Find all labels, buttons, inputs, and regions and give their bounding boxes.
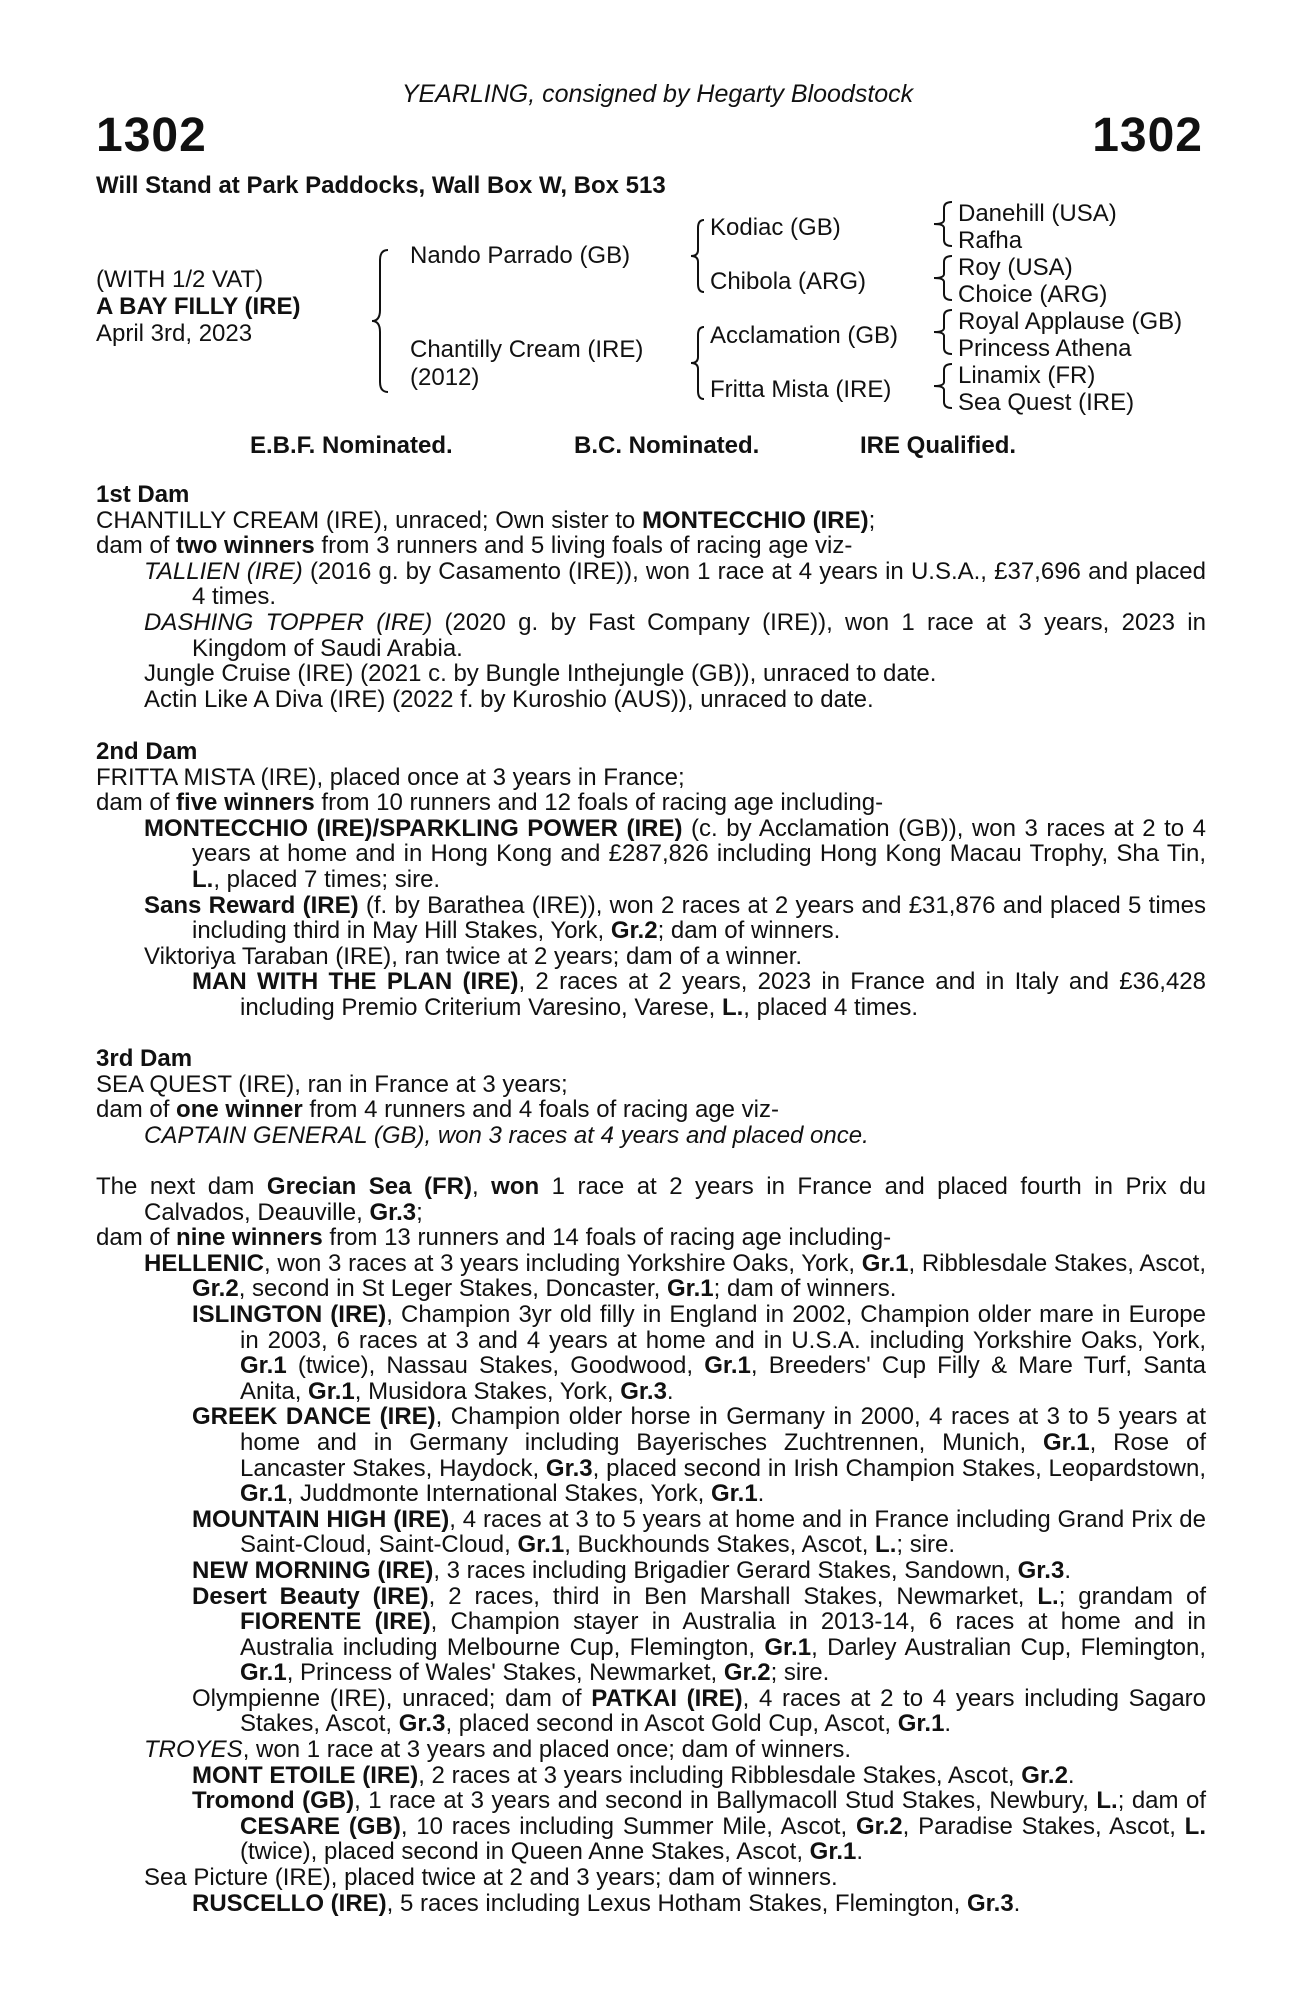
text: two winners xyxy=(176,532,315,560)
ped-dss: Royal Applause (GB) xyxy=(958,308,1183,335)
text: MAN WITH THE PLAN (IRE) xyxy=(192,968,519,996)
text: . xyxy=(1013,1889,1021,1917)
produce-entry: Viktoriya Taraban (IRE), ran twice at 2 years; dam of a winner. xyxy=(144,942,803,970)
ped-ddd: Sea Quest (IRE) xyxy=(958,389,1135,416)
text: (2020 g. by Fast Company (IRE)), won 1 race at 3 years, 2023 in Kingdom of Saudi Arabia. xyxy=(192,608,1206,662)
text: Olympienne (IRE), unraced; dam of xyxy=(192,1684,592,1712)
ped-dds: Linamix (FR) xyxy=(958,362,1096,389)
text: Gr.3 xyxy=(966,1889,1014,1917)
produce-entry xyxy=(96,1763,1206,1789)
pedigree-brace-dam xyxy=(688,325,706,401)
text: Gr.1 xyxy=(764,1633,812,1661)
ped-sss: Danehill (USA) xyxy=(958,200,1117,227)
text: , xyxy=(471,1173,492,1200)
text: , 5 races including Lexus Hotham Stakes, Flemington, xyxy=(386,1889,967,1917)
text: TALLIEN (IRE) xyxy=(144,557,303,585)
ped-sdd: Choice (ARG) xyxy=(958,281,1108,308)
second-dam-produce-summary xyxy=(96,790,1206,816)
text: Gr.3 xyxy=(620,1377,667,1405)
produce-entry: Actin Like A Diva (IRE) (2022 f. by Kuroshio (AUS)), unraced to date. xyxy=(144,685,874,713)
text: (c. by Acclamation (GB)), won 3 races at 2 to 4 years at home and in Hong Kong and £287,826 including Hong Kong Macau Trophy, Sha Tin, xyxy=(192,814,1206,868)
text: The next dam xyxy=(96,1173,267,1200)
text: TROYES xyxy=(144,1736,243,1764)
text: , 1 race at 3 years and second in Ballymacoll Stud Stakes, Newbury, xyxy=(354,1787,1097,1815)
text: MONT ETOILE (IRE) xyxy=(192,1761,419,1789)
text: nine winners xyxy=(176,1224,323,1252)
text: , Ribblesdale Stakes, Ascot, xyxy=(908,1249,1207,1277)
first-dam-line xyxy=(96,508,1206,534)
text: , Champion stayer in Australia in 2013-14, 6 races at home and in Australia including Melbourne Cup, Flemington, xyxy=(240,1608,1207,1661)
text: , won 1 race at 3 years and placed once; dam of winners. xyxy=(242,1736,852,1764)
text: ISLINGTON (IRE) xyxy=(192,1300,387,1328)
text: Gr.1 xyxy=(517,1531,565,1559)
ebf-nominated: E.B.F. Nominated. xyxy=(250,432,453,459)
text: , 2 races at 3 years including Ribblesdale Stakes, Ascot, xyxy=(418,1761,1022,1789)
produce-entry: Jungle Cruise (IRE) (2021 c. by Bungle Inthejungle (GB)), unraced to date. xyxy=(144,660,937,688)
produce-entry: Sea Picture (IRE), placed twice at 2 and 3 years; dam of winners. xyxy=(144,1864,838,1892)
first-dam-heading: 1st Dam xyxy=(96,481,190,508)
text: Gr.3 xyxy=(398,1710,446,1738)
sire-name: Nando Parrado (GB) xyxy=(410,242,631,269)
ped-dsd: Princess Athena xyxy=(958,335,1132,362)
produce-entry xyxy=(96,1251,1206,1302)
produce-entry xyxy=(96,1737,1206,1763)
text: Gr.1 xyxy=(861,1249,909,1277)
text: , Rose of Lancaster Stakes, Haydock, xyxy=(240,1428,1206,1482)
text: ; dam of winners. xyxy=(657,917,841,945)
text: from 10 runners and 12 foals of racing age including- xyxy=(314,789,884,817)
text: L. xyxy=(721,993,744,1021)
text: (2016 g. by Casamento (IRE)), won 1 race at 4 years in U.S.A., £37,696 and placed 4 times. xyxy=(192,557,1207,611)
dam-name: Chantilly Cream (IRE) xyxy=(410,336,644,363)
third-dam-section xyxy=(96,1046,1206,1148)
text: RUSCELLO (IRE) xyxy=(192,1889,387,1917)
text: won xyxy=(491,1173,540,1200)
text: L. xyxy=(1037,1582,1059,1610)
ire-qualified: IRE Qualified. xyxy=(860,432,1017,459)
text: CESARE (GB) xyxy=(240,1812,401,1840)
text: ; sire. xyxy=(770,1659,830,1687)
text: from 13 runners and 14 foals of racing age including- xyxy=(322,1224,892,1252)
text: ; grandam of xyxy=(1058,1582,1206,1610)
text: , 10 races including Summer Mile, Ascot, xyxy=(400,1812,856,1840)
text: HELLENIC xyxy=(144,1249,264,1277)
text: . xyxy=(856,1838,864,1866)
produce-entry xyxy=(96,559,1206,610)
text: Gr.2 xyxy=(192,1275,239,1303)
produce-entry xyxy=(96,1686,1206,1737)
text: . xyxy=(944,1710,952,1738)
text: , won 3 races at 3 years including Yorkshire Oaks, York, xyxy=(264,1249,862,1277)
produce-entry xyxy=(96,1788,1206,1865)
ped-sds: Roy (USA) xyxy=(958,254,1073,281)
consignor-line: YEARLING, consigned by Hegarty Bloodstock xyxy=(401,80,914,108)
text: Gr.1 xyxy=(666,1275,714,1303)
text: ; sire. xyxy=(896,1531,956,1559)
next-dam-produce-summary xyxy=(96,1225,1206,1251)
text: L. xyxy=(1184,1812,1206,1840)
text: , second in St Leger Stakes, Doncaster, xyxy=(238,1275,667,1303)
text: dam of xyxy=(96,1224,177,1252)
lot-number-right: 1302 xyxy=(1092,109,1203,162)
text: dam of xyxy=(96,789,177,817)
text: MOUNTAIN HIGH (IRE) xyxy=(192,1505,450,1533)
text: . xyxy=(666,1377,674,1405)
text: , Musidora Stakes, York, xyxy=(354,1377,621,1405)
text: , placed 4 times. xyxy=(743,993,919,1021)
text: Gr.1 xyxy=(897,1710,945,1738)
text: . xyxy=(1067,1761,1075,1789)
text: L. xyxy=(1096,1787,1118,1815)
text: (f. by Barathea (IRE)), won 2 races at 2 years and £31,876 and placed 5 times including third in May Hill Stakes, York, xyxy=(192,891,1206,945)
text: NEW MORNING (IRE) xyxy=(192,1556,434,1584)
text: ; xyxy=(416,1198,423,1226)
text: one winner xyxy=(176,1096,303,1124)
text: Gr.3 xyxy=(369,1198,417,1226)
dam-sire: Acclamation (GB) xyxy=(710,322,899,349)
next-dam-section xyxy=(96,1174,1206,1916)
text: Gr.1 xyxy=(308,1377,355,1405)
text: Sans Reward (IRE) xyxy=(144,891,359,919)
text: ; dam of winners. xyxy=(713,1275,897,1303)
text: , 3 races including Brigadier Gerard Stakes, Sandown, xyxy=(433,1556,1018,1584)
text: , placed second in Ascot Gold Cup, Ascot, xyxy=(445,1710,898,1738)
text: . xyxy=(757,1480,765,1508)
text: (twice), placed second in Queen Anne Stakes, Ascot, xyxy=(240,1838,810,1866)
text: , Princess of Wales' Stakes, Newmarket, xyxy=(286,1659,724,1687)
text: Gr.1 xyxy=(240,1659,287,1687)
pedigree-brace-gen3-3 xyxy=(930,308,954,356)
text: GREEK DANCE (IRE) xyxy=(192,1403,436,1431)
sire-dam: Chibola (ARG) xyxy=(710,268,867,295)
text: MONTECCHIO (IRE)/SPARKLING POWER (IRE) xyxy=(144,814,683,842)
text: ; xyxy=(868,506,876,534)
text: , Champion 3yr old filly in England in 2002, Champion older mare in Europe in 2003, 6 races at 3 and 4 years at home and in U.S.A. including Yorkshire Oaks, York, xyxy=(240,1300,1206,1354)
second-dam-heading: 2nd Dam xyxy=(96,738,198,765)
produce-entry xyxy=(96,1584,1206,1686)
produce-entry xyxy=(96,816,1206,893)
text: 1 race at 2 years in France and placed fourth in Prix du Calvados, Deauville, xyxy=(144,1173,1206,1226)
pedigree-brace-gen3-1 xyxy=(930,200,954,248)
produce-entry xyxy=(96,893,1206,944)
text: , Darley Australian Cup, Flemington, xyxy=(811,1633,1206,1661)
first-dam-produce-summary xyxy=(96,533,1206,559)
text: Desert Beauty (IRE) xyxy=(192,1582,429,1610)
pedigree-brace-main xyxy=(368,248,390,394)
text: five winners xyxy=(176,789,315,817)
second-dam-section xyxy=(96,739,1206,1021)
text: (twice), Nassau Stakes, Goodwood, xyxy=(286,1352,705,1380)
text: from 4 runners and 4 foals of racing age viz- xyxy=(302,1096,779,1124)
produce-entry: CAPTAIN GENERAL (GB), won 3 races at 4 years and placed once. xyxy=(144,1121,869,1149)
text: , placed 7 times; sire. xyxy=(213,865,441,893)
text: , Champion older horse in Germany in 2000, 4 races at 3 to 5 years at home and in Germany including Bayerisches Zuchtrennen, Munich, xyxy=(240,1403,1207,1456)
pedigree-brace-gen3-4 xyxy=(930,362,954,410)
bc-nominated: B.C. Nominated. xyxy=(574,432,760,459)
vat-note: (WITH 1/2 VAT) xyxy=(96,266,264,293)
text: DASHING TOPPER (IRE) xyxy=(144,608,433,636)
text: , Paradise Stakes, Ascot, xyxy=(902,1812,1185,1840)
text: PATKAI (IRE) xyxy=(591,1684,743,1712)
text: Gr.1 xyxy=(1042,1428,1090,1456)
text: dam of xyxy=(96,1096,177,1124)
sire-sire: Kodiac (GB) xyxy=(710,214,841,241)
horse-dob: April 3rd, 2023 xyxy=(96,320,253,347)
text: Gr.3 xyxy=(545,1454,593,1482)
text: Gr.1 xyxy=(240,1352,287,1380)
next-dam-line xyxy=(96,1174,1206,1225)
text: Gr.3 xyxy=(1017,1556,1065,1584)
produce-entry xyxy=(96,1302,1206,1404)
produce-entry xyxy=(96,1891,1206,1917)
text: L. xyxy=(192,865,214,893)
stabling-location: Will Stand at Park Paddocks, Wall Box W, Box 513 xyxy=(96,172,666,199)
text: L. xyxy=(875,1531,897,1559)
produce-entry xyxy=(96,1507,1206,1558)
ped-ssd: Rafha xyxy=(958,227,1023,254)
produce-entry xyxy=(96,610,1206,661)
produce-entry xyxy=(96,1558,1206,1584)
text: , 4 races at 2 to 4 years including Sagaro Stakes, Ascot, xyxy=(240,1684,1207,1738)
second-dam-line: FRITTA MISTA (IRE), placed once at 3 years in France; xyxy=(96,763,685,791)
first-dam-section xyxy=(96,482,1206,712)
text: Gr.1 xyxy=(704,1352,751,1380)
text: CHANTILLY CREAM (IRE), unraced; Own sister to xyxy=(96,506,642,534)
text: from 3 runners and 5 living foals of racing age viz- xyxy=(314,532,853,560)
pedigree-brace-gen3-2 xyxy=(930,254,954,302)
text: , 2 races at 2 years, 2023 in France and in Italy and £36,428 including Premio Criterium Varesino, Varese, xyxy=(240,968,1206,1021)
text: , Breeders' Cup Filly & Mare Turf, Santa Anita, xyxy=(240,1352,1206,1405)
text: , 4 races at 3 to 5 years at home and in France including Grand Prix de Saint-Cloud, Saint-Cloud, xyxy=(240,1505,1206,1559)
third-dam-line: SEA QUEST (IRE), ran in France at 3 years; xyxy=(96,1070,568,1098)
dam-year: (2012) xyxy=(410,364,480,391)
text: dam of xyxy=(96,532,177,560)
text: Gr.2 xyxy=(723,1659,771,1687)
text: , Juddmonte International Stakes, York, xyxy=(286,1480,711,1508)
pedigree-brace-sire xyxy=(688,218,706,294)
lot-number-left: 1302 xyxy=(96,109,207,162)
dam-dam: Fritta Mista (IRE) xyxy=(710,376,892,403)
text: MONTECCHIO (IRE) xyxy=(641,506,869,534)
produce-entry xyxy=(96,1404,1206,1506)
horse-name: A BAY FILLY (IRE) xyxy=(96,293,301,320)
third-dam-produce-summary xyxy=(96,1097,1206,1123)
text: Gr.2 xyxy=(855,1812,903,1840)
text: . xyxy=(1064,1556,1071,1584)
text: Gr.1 xyxy=(240,1480,287,1508)
text: Gr.1 xyxy=(809,1838,857,1866)
text: Tromond (GB) xyxy=(192,1787,355,1815)
third-dam-heading: 3rd Dam xyxy=(96,1045,193,1072)
text: Gr.2 xyxy=(610,917,658,945)
produce-entry xyxy=(96,969,1206,1020)
text: , 2 races, third in Ben Marshall Stakes, Newmarket, xyxy=(428,1582,1038,1610)
text: FIORENTE (IRE) xyxy=(240,1608,431,1636)
text: Gr.2 xyxy=(1021,1761,1068,1789)
text: , placed second in Irish Champion Stakes, Leopardstown, xyxy=(592,1454,1206,1482)
text: Gr.1 xyxy=(710,1480,758,1508)
text: ; dam of xyxy=(1117,1787,1206,1815)
text: Grecian Sea (FR) xyxy=(266,1173,472,1200)
text: , Buckhounds Stakes, Ascot, xyxy=(564,1531,876,1559)
